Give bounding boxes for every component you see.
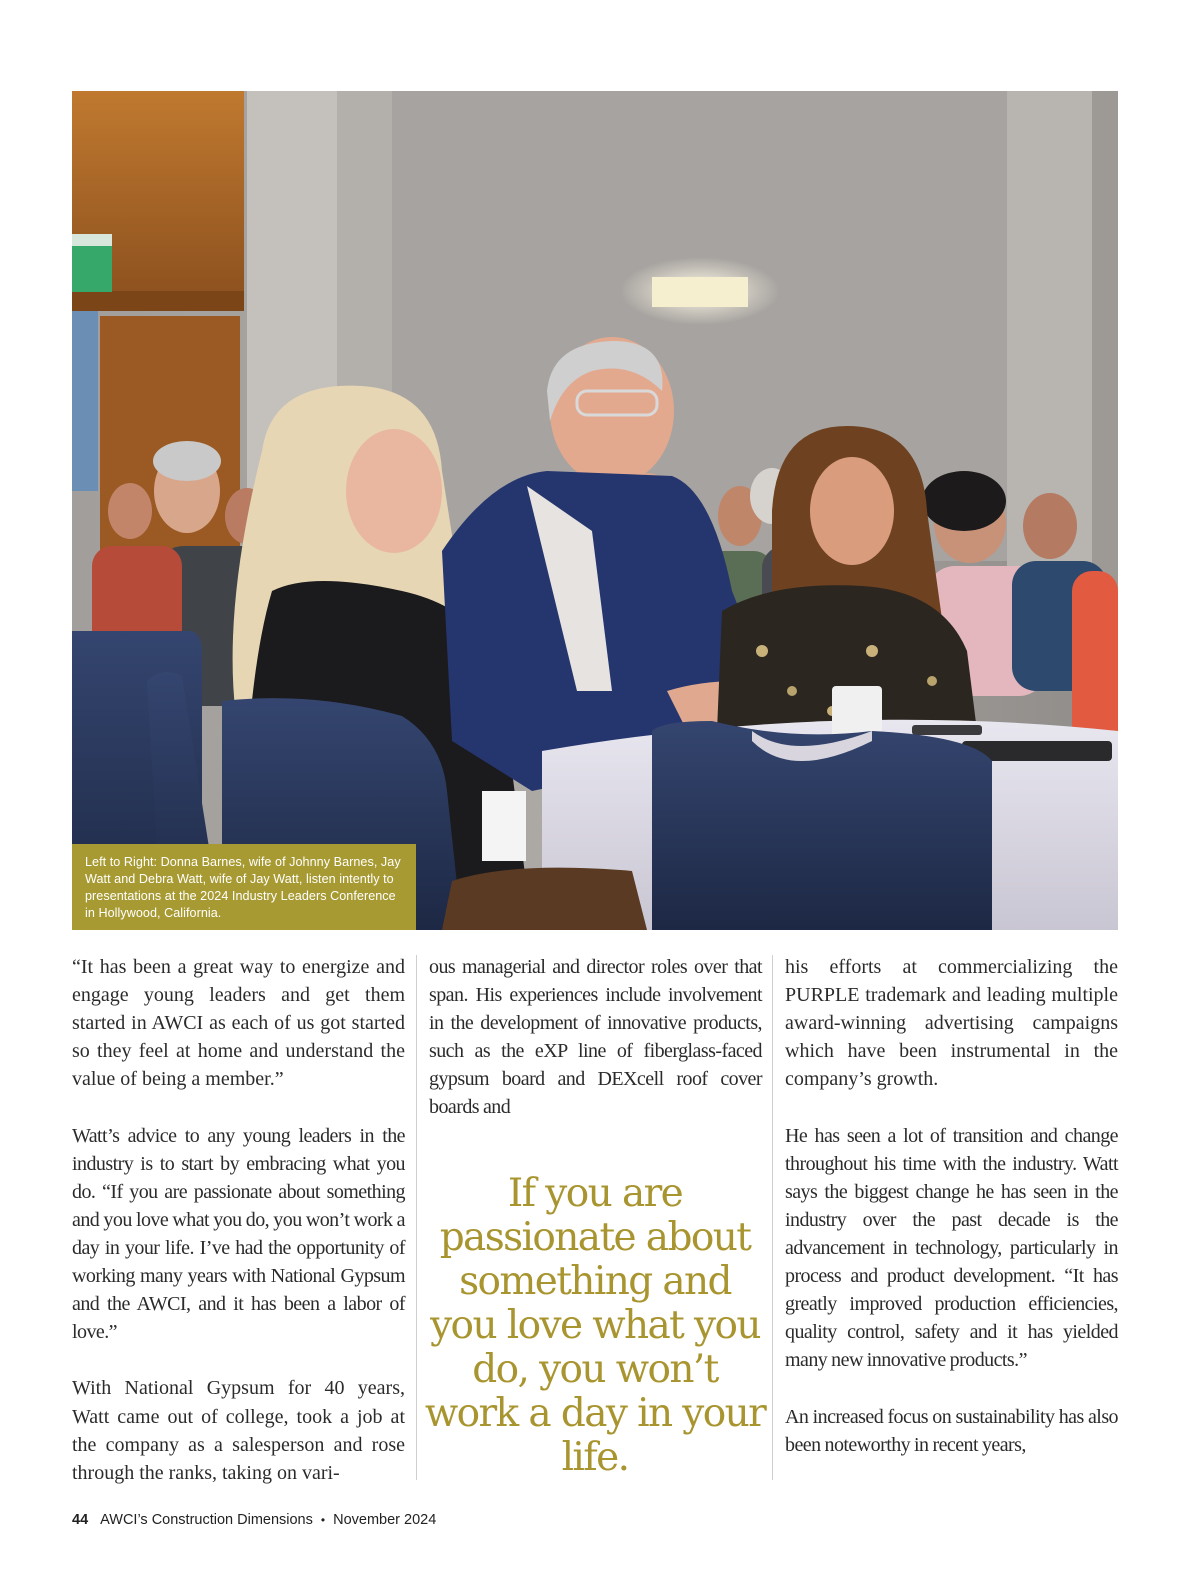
paragraph: “It has been a great way to energize and engage young leaders and get them started in AWCI as each of us got started so they feel at home and understand the value of being a member.” — [72, 956, 405, 1091]
article-column-2 — [429, 953, 762, 1150]
article-column-1 — [72, 953, 405, 1515]
pull-quote: If you are passionate about something and you love what you do, you won’t work a day in your life. — [424, 1171, 766, 1480]
paragraph: He has seen a lot of transition and change throughout his time with the industry. Watt says the biggest change he has seen in the industry over the past decade is the advancement in technology, particularly in process and product development. “It has greatly improved production efficiencies, quality control, safety and it has yielded many new innovative products.” — [785, 1124, 1118, 1372]
column-divider — [416, 955, 417, 1480]
footer-separator: • — [320, 1513, 326, 1527]
paragraph: With National Gypsum for 40 years, Watt came out of college, took a job at the company as a salesperson and rose through the ranks, taking on vari- — [72, 1377, 405, 1484]
photo-caption-text: Left to Right: Donna Barnes, wife of Johnny Barnes, Jay Watt and Debra Watt, wife of Jay Watt, listen intently to presentations at the 2024 Industry Leaders Conference in Hollywood, California. — [85, 855, 401, 920]
paragraph: Watt’s advice to any young leaders in the industry is to start by embracing what you do. “If you are passionate about something and you love what you do, you won’t work a day in your life. I’ve had the opportunity of working many years with National Gypsum and the AWCI, and it has been a labor of love.” — [72, 1124, 405, 1344]
page-number: 44 — [72, 1512, 89, 1528]
paragraph: ous managerial and director roles over that span. His experiences include involvement in the development of innovative products, such as the eXP line of fiberglass-faced gypsum board and DEXcell roof cover boards and — [429, 956, 762, 1119]
photo-caption — [72, 844, 416, 930]
publication-name: AWCI’s Construction Dimensions — [100, 1512, 313, 1528]
article-photo — [72, 91, 1118, 930]
column-divider — [772, 955, 773, 1480]
paragraph: his efforts at commercializing the PURPLE trademark and leading multiple award-winning advertising campaigns which have been instrumental in the company’s growth. — [785, 956, 1118, 1091]
issue-date: November 2024 — [333, 1512, 437, 1528]
page-footer — [72, 1512, 436, 1528]
conference-audience-photo — [72, 91, 1118, 930]
article-column-3 — [785, 953, 1118, 1487]
paragraph: An increased focus on sustainability has also been noteworthy in recent years, — [785, 1405, 1118, 1456]
